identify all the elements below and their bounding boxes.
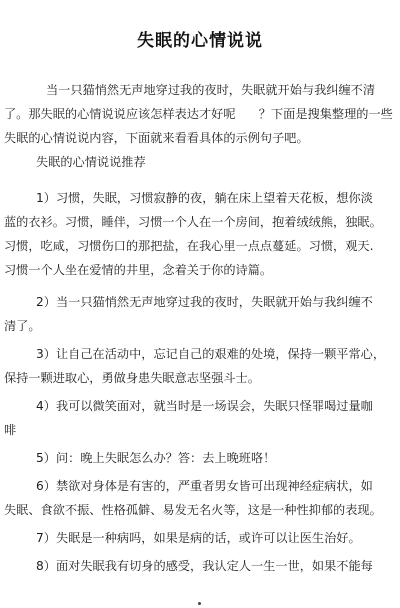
page-title: 失眠的心情说说 xyxy=(137,31,263,51)
list-item-line: 保持一颗进取心，勇做身患失眠意志坚强斗士。 xyxy=(4,371,260,385)
intro-paragraph xyxy=(4,78,396,150)
list-item xyxy=(4,342,396,390)
list-item-line: 3）让自己在活动中，忘记自己的艰难的处境，保持一颗平常心， xyxy=(36,347,386,361)
intro-line: 当一只猫悄然无声地穿过我的夜时，失眠就开始与我纠缠不清 xyxy=(46,83,376,97)
page-marker-dot xyxy=(198,602,201,605)
list-item-line: 6）禁欲对身体是有害的，严重者男女皆可出现神经症病状，如 xyxy=(36,479,373,493)
list-item-line: 习惯一个人坐在爱情的井里，念着关于你的诗篇。 xyxy=(4,263,273,277)
list-item-line: 1）习惯，失眠，习惯寂静的夜，躺在床上望着天花板，想你淡 xyxy=(36,191,373,205)
list-item xyxy=(4,554,396,578)
section-heading-block xyxy=(4,150,396,174)
list-item-line: 4）我可以微笑面对，就当时是一场误会，失眠只怪罪喝过量咖 xyxy=(36,399,373,413)
list-item xyxy=(4,526,396,550)
list-item-line: 啡 xyxy=(4,423,17,437)
list-item-line: 失眠、食欲不振、性格孤僻、易发无名火等，这是一种性抑郁的表现。 xyxy=(4,503,382,517)
list-item-line: 习惯，吃咸，习惯伤口的那把盐，在我心里一点点蔓延。习惯，观天. xyxy=(4,239,374,253)
list-item-line: 蓝的衣衫。习惯，睡伴，习惯一个人在一个房间，抱着绒绒熊，独眠。 xyxy=(4,215,382,229)
list-item xyxy=(4,474,396,522)
intro-line: 了。那失眠的心情说说应该怎样表达才好呢 ？下面是搜集整理的一些 xyxy=(4,107,393,121)
list-item-line: 8）面对失眠我有切身的感受，我认定人一生一世，如果不能每 xyxy=(36,559,373,573)
list-item xyxy=(4,394,396,442)
list-item-line: 清了。 xyxy=(4,319,41,333)
intro-line: 失眠的心情说说内容，下面就来看看具体的示例句子吧。 xyxy=(4,131,309,145)
list-item xyxy=(4,446,396,470)
list-item xyxy=(4,186,396,282)
list-item-line: 5）问：晚上失眠怎么办？答：去上晚班咯！ xyxy=(36,451,276,465)
section-heading: 失眠的心情说说推荐 xyxy=(36,155,146,169)
list-item-line: 7）失眠是一种病吗，如果是病的话，或许可以让医生治好。 xyxy=(36,531,361,545)
list-item xyxy=(4,290,396,338)
list-item-line: 2）当一只猫悄然无声地穿过我的夜时，失眠就开始与我纠缠不 xyxy=(36,295,373,309)
